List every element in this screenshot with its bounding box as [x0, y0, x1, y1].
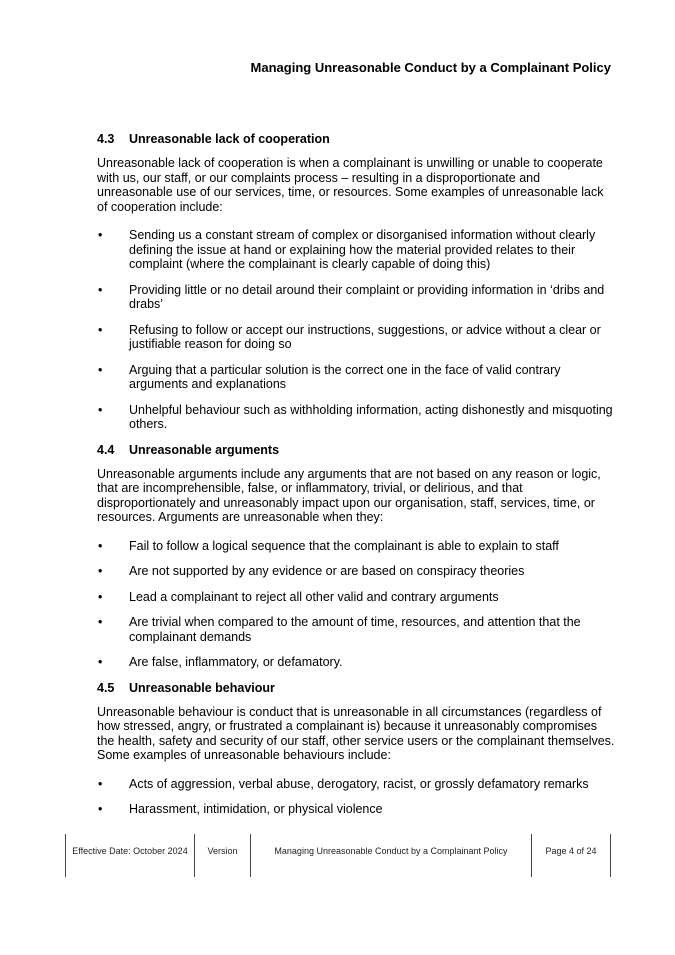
section-4-3 — [97, 132, 617, 432]
bullet-icon: • — [98, 655, 103, 669]
bullet-icon: • — [98, 589, 103, 604]
list-item — [97, 564, 617, 579]
section-number: 4.3 — [97, 132, 115, 146]
section-4-5 — [97, 681, 617, 817]
section-4-4 — [97, 443, 617, 670]
section-heading — [97, 443, 617, 457]
list-item-text: Are false, inflammatory, or defamatory. — [129, 655, 343, 669]
bullet-icon: • — [98, 402, 103, 417]
bullet-icon: • — [98, 615, 103, 629]
document-header-title: Managing Unreasonable Conduct by a Complainant Policy — [250, 60, 611, 75]
list-item — [97, 283, 617, 312]
bullet-icon: • — [98, 322, 103, 337]
bullet-list — [97, 539, 617, 670]
footer-page-number: Page 4 of 24 — [531, 834, 611, 877]
list-item — [97, 655, 617, 670]
list-item-text: Sending us a constant stream of complex or disorganised information without clearly defining the issue at hand or explaining how the material provided relates to their complaint (where the complainant is clearly capable of doing this) — [129, 228, 596, 271]
list-item — [97, 802, 617, 817]
list-item — [97, 323, 617, 352]
section-number: 4.5 — [97, 680, 115, 695]
bullet-icon: • — [98, 362, 103, 377]
bullet-icon: • — [98, 538, 103, 553]
list-item-text: Acts of aggression, verbal abuse, derogatory, racist, or grossly defamatory remarks — [129, 776, 589, 791]
list-item-text: Refusing to follow or accept our instructions, suggestions, or advice without a clear or justifiable reason for doing so — [129, 322, 601, 351]
list-item — [97, 539, 617, 554]
list-item-text: Providing little or no detail around their complaint or providing information in ‘dribs and drabs’ — [129, 282, 605, 311]
section-number: 4.4 — [97, 442, 115, 457]
bullet-list — [97, 228, 617, 432]
section-title: Unreasonable behaviour — [129, 680, 275, 695]
footer-version: Version — [194, 834, 250, 877]
bullet-icon: • — [98, 776, 103, 791]
section-heading — [97, 681, 617, 695]
bullet-icon: • — [98, 282, 103, 297]
list-item — [97, 615, 617, 644]
list-item — [97, 403, 617, 432]
list-item — [97, 590, 617, 605]
footer-effective-date: Effective Date: October 2024 — [65, 834, 194, 877]
section-intro: Unreasonable behaviour is conduct that is unreasonable in all circumstances (regardless of how stressed, angry, or frustrated a complainant is) because it unreasonably compromises the health, safety and security of our staff, other service users or the complainant themselves. Some examples of unreasonable behaviours include: — [97, 704, 615, 762]
document-body — [97, 132, 617, 828]
list-item-text: Harassment, intimidation, or physical violence — [129, 802, 383, 816]
list-item-text: Lead a complainant to reject all other valid and contrary arguments — [129, 589, 499, 604]
list-item — [97, 363, 617, 392]
list-item-text: Are trivial when compared to the amount of time, resources, and attention that the complainant demands — [129, 615, 581, 644]
bullet-icon: • — [98, 564, 103, 578]
list-item-text: Fail to follow a logical sequence that the complainant is able to explain to staff — [129, 538, 559, 553]
bullet-list — [97, 777, 617, 817]
bullet-icon: • — [98, 802, 103, 816]
list-item-text: Unhelpful behaviour such as withholding information, acting dishonestly and misquoting others. — [129, 402, 613, 431]
section-title: Unreasonable arguments — [129, 442, 280, 457]
list-item — [97, 228, 617, 272]
footer-policy-name: Managing Unreasonable Conduct by a Complainant Policy — [250, 834, 531, 877]
bullet-icon: • — [98, 228, 103, 242]
section-intro: Unreasonable lack of cooperation is when a complainant is unwilling or unable to cooperate with us, our staff, or our complaints process – resulting in a disproportionate and unreasonable use of our services, time, or resources. Some examples of unreasonable lack of cooperation include: — [97, 156, 604, 214]
section-intro: Unreasonable arguments include any arguments that are not based on any reason or logic, that are incomprehensible, false, or inflammatory, trivial, or delirious, and that disproportionately and unreasonably impact upon our organisation, staff, services, time, or resources. Arguments are unreasonable when they: — [97, 466, 601, 524]
list-item — [97, 777, 617, 792]
section-title: Unreasonable lack of cooperation — [129, 132, 330, 146]
list-item-text: Arguing that a particular solution is the correct one in the face of valid contrary arguments and explanations — [129, 362, 561, 391]
document-footer — [65, 834, 611, 877]
section-heading — [97, 132, 617, 146]
list-item-text: Are not supported by any evidence or are based on conspiracy theories — [129, 564, 525, 578]
